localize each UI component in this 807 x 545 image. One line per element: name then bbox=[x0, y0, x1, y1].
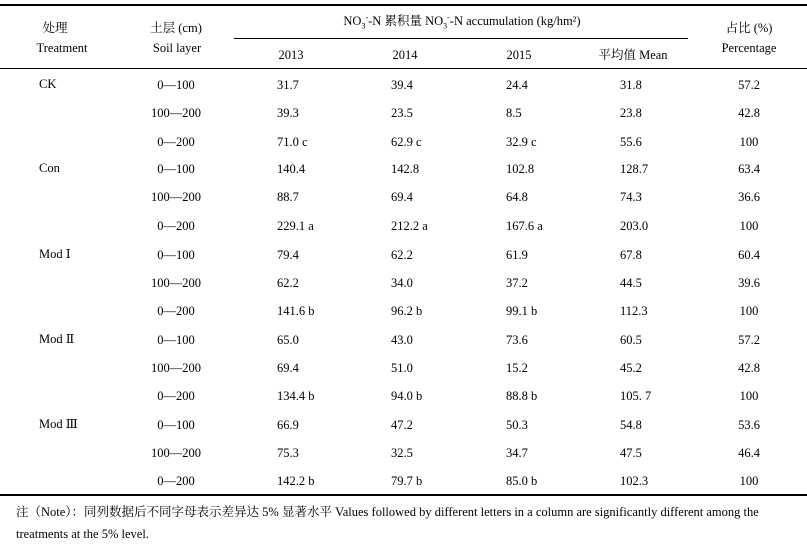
table-footnote: 注（Note）：同列数据后不同字母表示差异达 5% 显著水平 Values followed by different letters in a column are significantly different among the treatments at the 5% level. bbox=[16, 505, 759, 541]
cell-2013: 142.2 b bbox=[277, 474, 315, 488]
cell-percentage: 46.4 bbox=[738, 446, 760, 460]
cell-2014: 62.9 c bbox=[391, 135, 422, 149]
cell-percentage: 53.6 bbox=[738, 418, 760, 432]
cell-2014: 23.5 bbox=[391, 106, 413, 120]
header-percentage-en: Percentage bbox=[721, 41, 777, 55]
cell-2013: 31.7 bbox=[277, 78, 299, 92]
cell-2013: 71.0 c bbox=[277, 135, 308, 149]
cell-mean: 45.2 bbox=[620, 361, 642, 375]
cell-soil-layer: 0—200 bbox=[157, 474, 195, 488]
cell-mean: 44.5 bbox=[620, 276, 642, 290]
cell-soil-layer: 100—200 bbox=[151, 361, 201, 375]
cell-mean: 23.8 bbox=[620, 106, 642, 120]
cell-2015: 85.0 b bbox=[506, 474, 538, 488]
cell-2014: 34.0 bbox=[391, 276, 413, 290]
cell-2014: 43.0 bbox=[391, 333, 413, 347]
cell-percentage: 100 bbox=[739, 474, 759, 488]
cell-mean: 128.7 bbox=[620, 162, 649, 176]
cell-2015: 73.6 bbox=[506, 333, 528, 347]
cell-2014: 39.4 bbox=[391, 78, 413, 92]
header-year-2014: 2014 bbox=[392, 48, 418, 62]
cell-2014: 94.0 b bbox=[391, 389, 423, 403]
cell-2013: 66.9 bbox=[277, 418, 299, 432]
header-soil-cn: 土层 (cm) bbox=[150, 21, 202, 35]
table-bottom-rule bbox=[0, 494, 807, 496]
header-accumulation: $NO_3^--N$ 累积量 $NO_3^--N$ accumulation (kg/hm²) bbox=[343, 12, 581, 31]
cell-soil-layer: 0—200 bbox=[157, 304, 195, 318]
cell-2014: 212.2 a bbox=[391, 219, 428, 233]
cell-2014: 62.2 bbox=[391, 248, 413, 262]
cell-2015: 88.8 b bbox=[506, 389, 538, 403]
cell-soil-layer: 100—200 bbox=[151, 190, 201, 204]
cell-percentage: 36.6 bbox=[738, 190, 760, 204]
cell-2013: 134.4 b bbox=[277, 389, 315, 403]
cell-2015: 15.2 bbox=[506, 361, 528, 375]
cell-mean: 67.8 bbox=[620, 248, 642, 262]
cell-2013: 140.4 bbox=[277, 162, 306, 176]
cell-2015: 102.8 bbox=[506, 162, 535, 176]
header-treatment-en: Treatment bbox=[36, 41, 88, 55]
cell-2015: 167.6 a bbox=[506, 219, 543, 233]
cell-soil-layer: 100—200 bbox=[151, 106, 201, 120]
table-header-rule bbox=[0, 68, 807, 69]
cell-soil-layer: 100—200 bbox=[151, 446, 201, 460]
table-top-rule bbox=[0, 4, 807, 6]
cell-soil-layer: 100—200 bbox=[151, 276, 201, 290]
cell-percentage: 100 bbox=[739, 219, 759, 233]
cell-soil-layer: 0—100 bbox=[157, 333, 195, 347]
cell-percentage: 100 bbox=[739, 304, 759, 318]
cell-2014: 79.7 b bbox=[391, 474, 423, 488]
cell-percentage: 57.2 bbox=[738, 78, 760, 92]
cell-mean: 31.8 bbox=[620, 78, 642, 92]
cell-2014: 142.8 bbox=[391, 162, 420, 176]
cell-2014: 47.2 bbox=[391, 418, 413, 432]
cell-soil-layer: 0—200 bbox=[157, 219, 195, 233]
cell-soil-layer: 0—100 bbox=[157, 418, 195, 432]
treatment-name: Mod Ⅰ bbox=[39, 247, 71, 261]
cell-soil-layer: 0—100 bbox=[157, 162, 195, 176]
cell-mean: 60.5 bbox=[620, 333, 642, 347]
cell-percentage: 42.8 bbox=[738, 106, 760, 120]
cell-mean: 203.0 bbox=[620, 219, 649, 233]
treatment-name: Mod Ⅱ bbox=[39, 332, 75, 346]
cell-percentage: 39.6 bbox=[738, 276, 760, 290]
cell-2015: 8.5 bbox=[506, 106, 522, 120]
cell-soil-layer: 0—200 bbox=[157, 389, 195, 403]
cell-2014: 51.0 bbox=[391, 361, 413, 375]
header-soil-en: Soil layer bbox=[152, 41, 202, 55]
cell-mean: 54.8 bbox=[620, 418, 642, 432]
header-year-2013: 2013 bbox=[278, 48, 304, 62]
cell-2013: 79.4 bbox=[277, 248, 299, 262]
cell-2013: 229.1 a bbox=[277, 219, 314, 233]
accumulation-subheader-rule bbox=[234, 38, 688, 39]
treatment-name: Mod Ⅲ bbox=[39, 417, 78, 431]
cell-percentage: 100 bbox=[739, 135, 759, 149]
cell-2015: 64.8 bbox=[506, 190, 528, 204]
cell-2015: 50.3 bbox=[506, 418, 528, 432]
cell-2015: 37.2 bbox=[506, 276, 528, 290]
cell-soil-layer: 0—100 bbox=[157, 78, 195, 92]
cell-2015: 99.1 b bbox=[506, 304, 538, 318]
cell-2013: 62.2 bbox=[277, 276, 299, 290]
header-year-2015: 2015 bbox=[506, 48, 532, 62]
cell-2014: 32.5 bbox=[391, 446, 413, 460]
cell-mean: 74.3 bbox=[620, 190, 642, 204]
cell-mean: 102.3 bbox=[620, 474, 649, 488]
cell-mean: 55.6 bbox=[620, 135, 642, 149]
cell-2013: 69.4 bbox=[277, 361, 299, 375]
cell-mean: 105. 7 bbox=[620, 389, 652, 403]
cell-soil-layer: 0—200 bbox=[157, 135, 195, 149]
cell-2015: 61.9 bbox=[506, 248, 528, 262]
cell-mean: 112.3 bbox=[620, 304, 648, 318]
cell-percentage: 60.4 bbox=[738, 248, 760, 262]
header-percentage-cn: 占比 (%) bbox=[725, 21, 773, 35]
cell-2014: 96.2 b bbox=[391, 304, 423, 318]
cell-2015: 34.7 bbox=[506, 446, 528, 460]
cell-2014: 69.4 bbox=[391, 190, 413, 204]
cell-2013: 65.0 bbox=[277, 333, 299, 347]
cell-soil-layer: 0—100 bbox=[157, 248, 195, 262]
header-mean: 平均值 Mean bbox=[598, 48, 668, 62]
cell-percentage: 42.8 bbox=[738, 361, 760, 375]
cell-mean: 47.5 bbox=[620, 446, 642, 460]
cell-2013: 75.3 bbox=[277, 446, 299, 460]
treatment-name: Con bbox=[39, 161, 60, 175]
treatment-name: CK bbox=[39, 77, 57, 91]
cell-2015: 32.9 c bbox=[506, 135, 537, 149]
cell-2013: 141.6 b bbox=[277, 304, 315, 318]
cell-percentage: 63.4 bbox=[738, 162, 760, 176]
header-treatment-cn: 处理 bbox=[42, 21, 68, 35]
cell-2013: 39.3 bbox=[277, 106, 299, 120]
cell-percentage: 57.2 bbox=[738, 333, 760, 347]
cell-2013: 88.7 bbox=[277, 190, 299, 204]
cell-percentage: 100 bbox=[739, 389, 759, 403]
cell-2015: 24.4 bbox=[506, 78, 528, 92]
